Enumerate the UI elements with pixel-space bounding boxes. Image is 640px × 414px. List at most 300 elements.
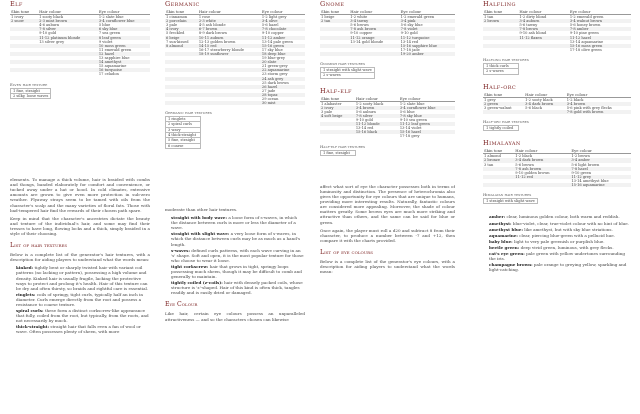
table-cell: 2 spiral curls [166, 122, 201, 127]
col-eye: Eye colour [98, 10, 150, 15]
table-cell: 1-2 dirty blond [519, 15, 547, 20]
table-cell: 2-3 white [198, 19, 261, 23]
sub-heading-halfling-hair: Halfling hair textures [483, 56, 529, 62]
col-hair: Hair colour [524, 93, 566, 98]
col-eye: Eye colour [566, 93, 631, 98]
table-row [320, 52, 455, 56]
table-cell: 1-2 slate blue [98, 15, 124, 20]
list-item [16, 292, 150, 307]
list-term: thick-straight: [16, 324, 50, 330]
table-cell: 13-14 red [400, 39, 419, 44]
paragraph: elements. To manage a thick volume, hair is braided with combs and thongs, banded elaborately for comfort and convenience, or tucked away under a hat or hood. In cold climates, extensive amounts are grown to give even more protection in sub-zero weather. Flyaway strays seem to be tamed with oils from the character's scalp and the many varieties of floral fats. Those with bad-tempered hair find the rewards of their chosen path spare. [10, 177, 150, 213]
table-row [483, 110, 631, 114]
table-cell [320, 52, 349, 56]
col-skin: Skin tone [483, 93, 524, 98]
table-cell: 11-12 turquoise [400, 36, 455, 40]
list-item [171, 248, 305, 263]
table-cell: 26 hazel [261, 85, 305, 89]
table-cell: 3-4 amber [570, 158, 631, 162]
table-row [165, 101, 305, 105]
race-heading-halfling: Halfling [483, 0, 516, 8]
table-row [166, 143, 201, 148]
table-cell: 30 mist [261, 101, 305, 105]
col-hair: Hair colour [349, 10, 399, 15]
table-cell: 3 wavy [166, 127, 201, 132]
table-cell: 15-16 green [261, 44, 305, 48]
table-cell: 1 fine, straight [11, 88, 51, 93]
table-cell: 1-2 slate blue [399, 101, 425, 106]
table-cell: 12-13 golden brown [198, 39, 236, 44]
table-cell: 3-4 auburn [518, 19, 568, 23]
table-cell: 13-14 violet [399, 126, 422, 131]
list-term: tight corkscrew: [171, 263, 209, 269]
table-cell: 3-4 olive [261, 19, 305, 23]
col-eye: Eye colour [570, 149, 631, 154]
table-row [484, 126, 519, 131]
race-heading-himalayan: Himalayan [483, 139, 521, 148]
table-cell: 3 green-walnut [484, 105, 512, 110]
list-item [171, 280, 305, 295]
table-cell: 11-12 orange [349, 36, 399, 40]
list-term: amethyst blue: [489, 226, 523, 232]
half-orc-table-body [483, 97, 631, 114]
table-cell: 4-5 ash blonde [198, 23, 226, 28]
table-cell: 9-10 pine green [569, 31, 599, 36]
list-desc: light to very pale greenish or purplish blue. [514, 238, 605, 244]
list-desc: clear, luminous golden colour, both warm and reddish. [506, 214, 620, 220]
table-row [165, 40, 305, 44]
table-cell: 3 tan [484, 162, 494, 167]
table-cell [165, 101, 198, 105]
table-row [483, 183, 631, 187]
sub-heading-half-orc-hair: Half-orc hair textures [483, 119, 529, 124]
elf-hair-texture-table [10, 88, 51, 100]
table-cell: 29 ocean [261, 96, 279, 101]
table-row [483, 48, 631, 52]
table-cell: 2 bronze [483, 158, 514, 162]
table-cell: 5-6 black [525, 105, 542, 110]
table-cell: 1 straight with slight wave [321, 68, 375, 73]
table-cell [483, 110, 524, 114]
table-cell: 2 snow [10, 19, 38, 23]
table-cell: 18-19 sunflower [198, 52, 261, 56]
table-cell [518, 48, 568, 52]
list-term: s-waves: [171, 247, 190, 253]
table-cell: 9-10 sea green [399, 118, 427, 123]
paragraph-intro: Below is a complete list of the generator's hair textures, with a description for aiding players to understand what the words mean: [10, 252, 150, 263]
table-cell [483, 48, 518, 52]
table-cell: 3-4 dark brown [524, 102, 566, 106]
col-skin: Skin tone [483, 149, 514, 154]
table-cell: 5 blue [98, 23, 111, 28]
list-item [16, 308, 150, 323]
table-cell [320, 134, 355, 138]
table-cell: 1 straight with slight wave [484, 199, 538, 204]
table-cell: 21 green-grey [261, 64, 288, 69]
column-halfling-halforc-himalayan [483, 0, 631, 414]
section-heading-eye-colour: Eye Colour [165, 301, 198, 309]
col-skin: Skin tone [165, 10, 198, 15]
table-cell: 14 amethyst [98, 60, 150, 64]
list-desc: defined curls patterns, with each wave curving in an 's' shape. Soft and open, it is the most popular texture for those who choose to wear it loose. [171, 247, 304, 263]
table-cell: 6 beige [165, 36, 198, 40]
col-skin: Skin tone [10, 10, 38, 15]
list-desc: blue-violet, clear, true-violet colour with no hint of blue. [512, 220, 630, 226]
sub-heading-half-elf-hair: Half-elf hair textures [320, 143, 366, 149]
table-cell: 3-4 tawny [349, 19, 399, 23]
hair-texture-list-cont [165, 215, 305, 295]
table-cell [524, 110, 566, 114]
table-cell: 2 green [483, 102, 524, 106]
col-skin: Skin tone [320, 97, 355, 102]
table-cell: 4 soft beige [320, 114, 355, 118]
halfling-table [483, 10, 631, 52]
table-cell: 1-2 emerald green [569, 15, 604, 20]
sub-heading-himalayan-hair: Himalayan hair textures [483, 192, 532, 198]
table-cell: 7 sun-kissed [166, 39, 189, 44]
table-cell: 27 jade [261, 88, 276, 93]
column-germanic [165, 0, 305, 414]
table-cell: 3-4 brown [566, 102, 631, 106]
table-cell: 5 freckled [166, 31, 185, 36]
list-desc: deep vivid green, luminous, with grey flecks. [520, 244, 614, 250]
table-cell: 15 aquamarine [98, 64, 127, 69]
table-row [484, 69, 519, 74]
table-cell: 7-8 ash brown [514, 167, 570, 171]
race-heading-elf: Elf [10, 0, 23, 8]
list-desc: hair that grows in tight, springy loops possessing much sheen, though it may be difficult to comb and generally to maintain. [171, 263, 302, 280]
col-hair: Hair colour [198, 10, 261, 15]
table-cell: 15-16 hazel [399, 130, 455, 134]
germanic-table-body [165, 15, 305, 106]
table-cell: 3-4 cornflower blue [399, 106, 455, 110]
table-cell: 3-4 walnut brown [569, 19, 631, 23]
col-hair: Hair colour [355, 97, 399, 102]
col-skin: Skin tone [483, 10, 518, 15]
table-row [10, 72, 150, 76]
table-cell: 8 almond [165, 44, 198, 48]
list-item [489, 221, 631, 226]
gnome-hair-texture-table [320, 67, 375, 79]
list-item [171, 264, 305, 279]
table-cell: 11-12 blonde [355, 122, 399, 126]
table-cell: 7-8 chocolate [261, 27, 305, 31]
col-eye: Eye colour [400, 10, 455, 15]
table-cell: 1 beige [321, 15, 335, 20]
table-row [166, 133, 201, 138]
list-desc: hair with densely packed coils, whose structure is 'z'-shaped. Hair of this kind is often thick, tangles readily and is easily dried or damaged. [171, 280, 303, 296]
col-skin: Skin tone [320, 10, 349, 15]
table-cell: 13-14 gold blonde [350, 39, 384, 44]
list-item [489, 214, 631, 219]
list-item [489, 227, 631, 232]
paragraph: Keep in mind that the character's ancestries dictate the beauty and texture of the individual's hair, and some may find their tresses to have long, flowing locks and a thick, simply braided in a style of their choosing. [10, 215, 150, 237]
table-cell: 9-10 copper [350, 31, 373, 36]
table-cell: 17-18 olive green [569, 47, 602, 52]
table-cell: 18 deep blue [261, 52, 305, 56]
table-cell: 11-12 leaf green [399, 122, 455, 126]
table-cell: 5-6 honey brown [569, 23, 601, 28]
paragraph: affect what sort of eye the character possesses both in terms of luminosity and distinction. The presence of heterochromia also gives the opportunity for eye colours that are unique to humans, providing more interesting results. Naturally, fantastic colours are considered more appealing. Moreover, the shade of colour matters greatly. Some brown eyes are much more striking and attractive than others, and the same can be said for blue or green. [320, 183, 455, 225]
list-item [16, 265, 150, 290]
table-row [320, 134, 455, 138]
table-cell: 5-6 tawny [519, 23, 538, 28]
section-heading-hair-textures: List of hair textures [10, 242, 68, 250]
germanic-hair-texture-body [166, 117, 201, 149]
table-cell: 5-6 brown [515, 162, 534, 167]
gnome-table [320, 10, 455, 56]
paragraph-intro: Like hair, certain eye colours possess an unparalleled attractiveness — and so the characters chosen can likewise [165, 311, 305, 322]
table-cell: 5-6 light brown [571, 162, 600, 167]
table-row [321, 68, 375, 73]
table-cell: 13-14 aquamarine [569, 39, 604, 44]
column-elf [10, 0, 150, 414]
table-cell: 2 silky, loose waves [11, 93, 51, 98]
table-cell: 11-12 platinum blonde [38, 36, 98, 40]
halfling-table-body [483, 15, 631, 52]
list-term: straight with body wave: [171, 215, 228, 221]
col-hair: Hair colour [514, 149, 570, 154]
table-cell: 17 celadon [98, 72, 119, 77]
sub-heading-germanic-hair: Germanic hair textures [165, 110, 212, 116]
list-item [489, 245, 631, 250]
table-cell [355, 134, 399, 138]
table-cell: 7-8 brown [518, 27, 568, 31]
table-cell: 7-8 gold with brown [566, 110, 631, 114]
table-cell: 7-8 ash brown [349, 27, 399, 31]
table-cell: 1 rose [198, 15, 211, 20]
paragraph: Once again, the player must roll a d20 and subtract 8 from their character, to produce a number between -7 and +12, then compare it with the charts provided. [320, 227, 455, 243]
table-cell: 13-14 red [355, 126, 374, 131]
list-item [489, 233, 631, 238]
table-cell: 2 s-waves [321, 73, 375, 78]
list-desc: straight hair that falls even a fan of wool or wave. Often possesses plenty of sheen, with more [16, 324, 141, 335]
list-term: straight with slight wave: [171, 231, 230, 237]
table-cell: 10-11 auburn [198, 36, 261, 40]
spacer [165, 149, 305, 207]
table-cell: 11-12 amber [261, 36, 305, 40]
table-cell: 1 cinnamon [166, 15, 188, 20]
list-term: cat's eye green: [489, 251, 525, 256]
table-cell: 9-10 copper [261, 31, 284, 36]
list-term: baby blue: [489, 238, 513, 244]
list-term: amber: [489, 214, 506, 220]
table-row [321, 150, 356, 155]
list-desc: coils of springy, tight curls, typically half an inch in diameter. Curls emerge directly from the root and possess a resistance to coarse texture. [16, 291, 144, 307]
table-cell: 1 sooty black [39, 15, 64, 20]
table-cell: 9-10 ash blond [519, 31, 547, 36]
table-cell: 5-6 blue [399, 109, 415, 114]
table-cell: 1 almond [484, 154, 501, 159]
table-cell: 5-6 pink with grey flecks [566, 105, 612, 110]
table-cell: 1-2 white [350, 15, 368, 20]
table-row [11, 93, 51, 98]
table-cell: 7-8 violet [400, 27, 455, 31]
table-cell: 16 turquoise [98, 68, 150, 72]
table-cell: 7-8 amber [569, 27, 631, 31]
table-cell: 1-2 emerald green [400, 15, 435, 20]
table-cell: 1 thick curls [484, 63, 519, 68]
gnome-table-body [320, 15, 455, 56]
race-heading-half-elf: Half-elf [320, 86, 352, 95]
half-orc-table [483, 93, 631, 114]
list-item [489, 239, 631, 244]
table-cell: 13 sapphire blue [98, 56, 130, 61]
table-cell: 11-12 flaxen [518, 36, 568, 40]
table-cell: 7-8 silver [355, 114, 399, 118]
spacer [320, 156, 455, 184]
table-cell: 4 thick-straight [166, 133, 201, 138]
table-cell: 5-6 hazel [261, 23, 279, 28]
table-cell: 1 tan [484, 15, 494, 20]
table-cell: 11-12 hazel [569, 36, 631, 40]
table-cell: 7-8 sky blue [399, 114, 455, 118]
table-cell: 5-6 brown [350, 23, 369, 28]
table-cell: 6-7 brown [198, 27, 261, 31]
table-cell: 2-3 mint brown [38, 19, 98, 23]
list-desc: these form a distinct corkscrew-like appearance that fully, coiled from the root, but typically, from the roots, and not necessarily by much. [16, 308, 149, 324]
list-desc: a loose form of s-waves, in which the distance between curls is more or less the diameter of a wave. [171, 215, 298, 231]
table-cell: 2 tan [320, 19, 349, 23]
table-cell: 1 tightly coiled [484, 126, 519, 131]
paragraph-intro: Below is a complete list of the generator's eye colours, with a description for aiding players to understand what the words mean: [320, 258, 455, 275]
table-cell: 9-10 gold [39, 31, 57, 36]
table-cell [483, 183, 514, 187]
half-orc-hair-texture-table [483, 125, 519, 131]
table-cell: 22 aquamarine [261, 68, 305, 72]
table-cell: 7 sea green [98, 31, 121, 36]
sub-heading-gnome-hair: Gnomish hair textures [320, 61, 366, 67]
table-cell [198, 101, 261, 105]
list-desc: pale orange to greying yellow, sparkling and light-catching. [489, 262, 627, 273]
col-eye: Eye colour [569, 10, 631, 15]
table-cell: 1-2 black [566, 97, 584, 102]
himalayan-table-body [483, 154, 631, 187]
paragraph: moderate than other hair textures. [165, 206, 238, 212]
table-cell: 9 violet [98, 39, 113, 44]
list-term: ringlets: [16, 291, 36, 297]
hair-texture-list [10, 265, 150, 334]
list-item [171, 231, 305, 246]
table-cell: 13-14 pale green [261, 39, 293, 44]
table-cell: 1 fine, straight [321, 150, 356, 155]
list-item [489, 262, 631, 272]
table-cell: 3 pale [321, 109, 333, 114]
list-item [16, 324, 150, 334]
table-cell: 15-16 aquamarine [570, 183, 631, 187]
list-term: kinked: [16, 265, 34, 271]
table-cell: 2 brown [483, 19, 518, 23]
table-cell: 9-10 green [571, 170, 592, 175]
table-cell: 4 ivory [165, 27, 198, 31]
table-cell: 24 ash grey [261, 77, 305, 81]
list-term: spiral curls: [16, 308, 44, 314]
list-desc: clear, piercing blue-green with a pellucid hue. [519, 232, 615, 238]
germanic-table [165, 10, 305, 105]
table-cell: 1 ivory [11, 15, 24, 20]
list-term: amethyst: [489, 220, 512, 226]
list-desc: tightly bent or sharply twisted hair with variant coil patterns (no lacking or pattern), possessing a high volume and density. Kinked hair is usually fragile, lacking the protective ways to protect and prolong it's health. Hair of this texture can be dry and often thirsty, so braids and rightful care is essential. [16, 265, 149, 291]
table-cell: 15-16 moss green [569, 44, 631, 48]
table-cell: 8 leaf green [98, 36, 150, 40]
spacer [10, 99, 150, 177]
table-cell: 13 silver grey [39, 39, 65, 44]
table-cell: 3-4 pink [400, 19, 455, 23]
table-cell: 5-6 auburn [355, 109, 376, 114]
table-cell: 3 pale [166, 23, 178, 28]
table-cell: 23 storm grey [261, 72, 288, 77]
table-cell [514, 183, 570, 187]
table-cell: 2 ivory [320, 106, 355, 110]
list-term: champagne brown: [489, 262, 533, 268]
table-cell: 3-4 cornflower blue [98, 19, 150, 23]
col-hair: Hair colour [38, 10, 98, 15]
table-cell: 4-6 auburn [39, 23, 60, 28]
table-cell: 13-14 amethyst blue [571, 178, 609, 183]
list-item [489, 251, 631, 261]
table-cell: 12 hazel [98, 52, 150, 56]
table-cell [349, 52, 399, 56]
elf-table [10, 10, 150, 77]
table-cell: 19 blue-grey [261, 56, 285, 61]
sub-heading-elf-hair: Elven hair texture [10, 81, 48, 87]
section-heading-eye-colours: List of eye colours [320, 248, 373, 256]
half-elf-table [320, 97, 455, 139]
table-cell: 17-18 jade [400, 47, 420, 52]
eye-colour-list [483, 214, 631, 272]
table-cell: 25 dark brown [261, 80, 289, 85]
table-cell: 1-2 light grey [261, 15, 287, 20]
table-cell: 1-2 sooty black [525, 97, 553, 102]
himalayan-table [483, 149, 631, 187]
table-cell: 9-10 golden brown [515, 170, 550, 175]
table-cell: 11 emerald green [98, 47, 132, 52]
table-cell: 15-16 sapphire blue [400, 44, 455, 48]
list-desc: a very loose form of s-waves, in which the distance between curls may be as much as a hand's length. [171, 231, 301, 247]
table-cell: 5 fine, straight [166, 138, 201, 143]
table-cell: 17-18 grey [399, 134, 420, 139]
table-cell: 17 sky blue [261, 47, 283, 52]
list-desc: like amethyst, but with sky blue striations. [524, 226, 613, 232]
table-cell: 15-16 black [355, 130, 399, 134]
col-eye: Eye colour [261, 10, 305, 15]
table-cell: 1-2 black [515, 154, 533, 159]
table-cell: 28 topaz [261, 93, 305, 97]
list-item [171, 215, 305, 230]
germanic-hair-texture-table [165, 116, 201, 149]
table-cell: 1-2 sooty black [355, 101, 384, 106]
table-cell [38, 72, 98, 76]
list-term: tightly coiled (z-coils): [171, 280, 223, 286]
table-cell: 2 s-waves [484, 69, 519, 74]
table-cell: 9-10 gold [400, 31, 418, 36]
table-cell: 3-4 brown [355, 106, 399, 110]
table-cell: 1 ringlets [166, 117, 201, 122]
list-term: beetle green: [489, 244, 520, 250]
half-elf-table-body [320, 101, 455, 138]
table-cell [10, 72, 38, 76]
table-cell: 3-4 dark brown [514, 158, 570, 162]
table-cell: 6 sky blue [98, 27, 150, 31]
table-cell: 16-17 strawberry blonde [198, 47, 244, 52]
table-cell: 2 porcelain [165, 19, 198, 23]
race-heading-half-orc: Half-orc [483, 82, 517, 91]
race-heading-germanic: Germanic [165, 0, 200, 8]
table-row [484, 199, 538, 204]
table-cell: 9-10 gold [355, 118, 373, 123]
col-eye: Eye colour [399, 97, 455, 102]
column-gnome-halfelf [320, 0, 455, 414]
